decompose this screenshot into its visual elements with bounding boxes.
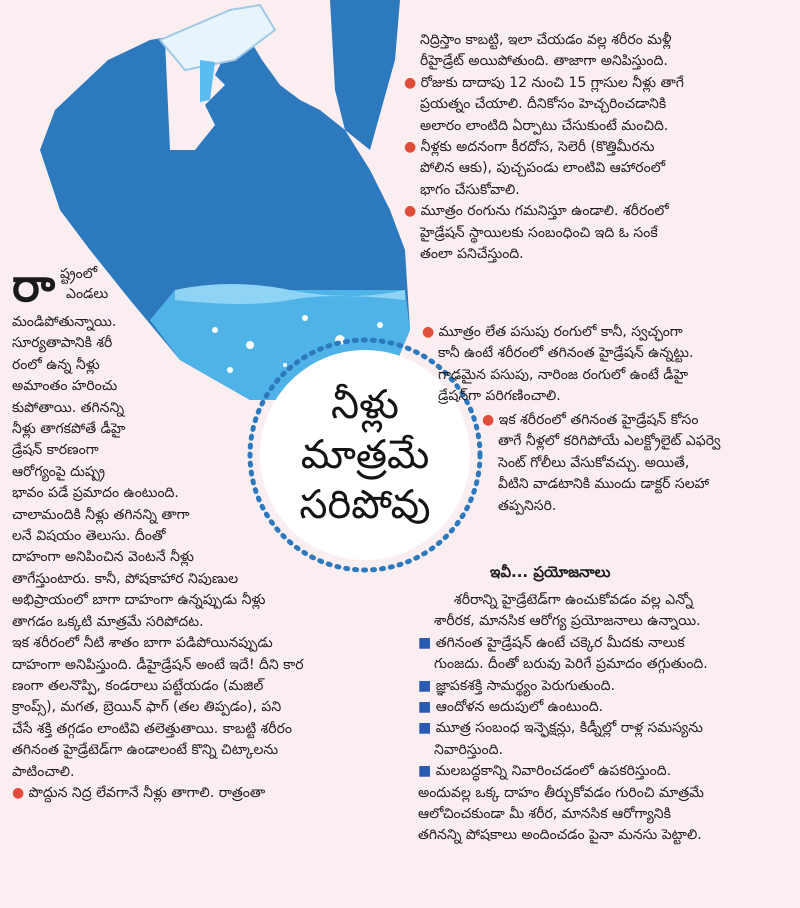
bullet-icon: ●	[482, 412, 495, 428]
list-item: ● ఇక శరీరంలో తగినంత హైడ్రేషన్ కోసం	[482, 412, 699, 428]
bullet-square-icon: ■	[418, 634, 432, 651]
list-item: ■ మూత్ర సంబంధ ఇన్ఫెక్షన్లు, కిడ్నీల్లో రాళ్ల సమస్యను	[418, 720, 703, 737]
benefits-heading: ఇవీ... ప్రయోజనాలు	[490, 563, 611, 581]
list-item: ■ మలబద్ధకాన్ని నివారించడంలో ఉపకరిస్తుంది.	[418, 763, 672, 780]
bullet-icon: ●	[404, 139, 417, 156]
right-column-top: నిద్రిస్తాం కాబట్టి, ఇలా చేయడం వల్ల శరీరం మళ్లీ రీహైడ్రేట్ అయిపోతుంది. తాజాగా అనిపిస్తుంది. ● రోజుకు దాదాపు 12 నుంచి 15 గ్లాసుల నీళ్లు తాగే ప్రయత్నం చేయాలి. దీనికోసం హెచ్చరించడానికి అలారం లాంటిది ఏర్పాటు చేసుకుంటే మంచిది. ● నీళ్లకు అదనంగా కీరదోస, సెలెరీ (కొత్తిమీరను పోలిన ఆకు), పుచ్చపండు లాంటివి ఆహారంలో భాగం చేసుకోవాలి. ● మూత్రం రంగును గమనిస్తూ ఉండాలి. శరీరంలో హైడ్రేషన్ స్థాయిలకు సంబంధించి ఇది ఓ సంకే తంలా పనిచేస్తుంది.	[404, 32, 684, 263]
list-item: ● నీళ్లకు అదనంగా కీరదోస, సెలెరీ (కొత్తిమీరను	[404, 139, 655, 156]
drop-cap: రా	[12, 258, 56, 312]
bullet-icon: ●	[12, 784, 25, 801]
bullet-square-icon: ■	[418, 699, 432, 716]
list-item: ● మూత్రం రంగును గమనిస్తూ ఉండాలి. శరీరంలో	[404, 203, 669, 220]
bullet-icon: ●	[422, 324, 435, 340]
list-item: ● మూత్రం లేత పసుపు రంగులో కానీ, స్వచ్ఛంగా	[422, 324, 683, 340]
list-item: ■ ఆందోళన అదుపులో ఉంటుంది.	[418, 699, 604, 716]
intro-top: ష్ట్రంలో ఎండలు	[60, 266, 109, 302]
bullet-icon: ●	[404, 203, 417, 220]
article-title: నీళ్లు మాత్రమే సరిపోవు	[299, 382, 431, 528]
bullet-square-icon: ■	[418, 763, 432, 780]
lower-bullet: ● ఇక శరీరంలో తగినంత హైడ్రేషన్ కోసం తాగే నీళ్లలో కరిగిపోయే ఎలక్ట్రోలైట్ ఎఫర్వె సెంట్ గోలీలు వేసుకోవచ్చు. అయితే, వీటిని వాడటానికి ముందు డాక్టర్ సలహా తప్పనిసరి.	[482, 412, 721, 514]
mid-bullet: ● మూత్రం లేత పసుపు రంగులో కానీ, స్వచ్ఛంగా కానీ ఉంటే శరీరంలో తగినంత హైడ్రేషన్ ఉన్నట్టు. గాఢమైన పసుపు, నారింజ రంగులో ఉంటే డీహై డ్రేషన్‌గా పరిగణించాలి.	[422, 324, 694, 405]
bullet-icon: ●	[404, 74, 417, 91]
list-item: ● రోజుకు దాదాపు 12 నుంచి 15 గ్లాసుల నీళ్లు తాగే	[404, 74, 684, 91]
list-item: ● పొద్దున నిద్ర లేవగానే నీళ్లు తాగాలి. రాత్రంతా	[12, 784, 266, 801]
benefits-section: శరీరాన్ని హైడ్రేటెడ్‌గా ఉంచుకోవడం వల్ల ఎన్నో శారీరక, మానసిక ఆరోగ్య ప్రయోజనాలు ఉన్నాయి. ■ తగినంత హైడ్రేషన్ ఉంటే చక్కెర మీదకు నాలుక గుంజదు. దీంతో బరువు పెరిగే ప్రమాదం తగ్గుతుంది. ■ జ్ఞాపకశక్తి సామర్థ్యం పెరుగుతుంది. ■ ఆందోళన అదుపులో ఉంటుంది. ■ మూత్ర సంబంధ ఇన్ఫెక్షన్లు, కిడ్నీల్లో రాళ్ల సమస్యను నివారిస్తుంది. ■ మలబద్ధకాన్ని నివారించడంలో ఉపకరిస్తుంది. అందువల్ల ఒక్క దాహం తీర్చుకోవడం గురించి మాత్రమే ఆలోచించకుండా మీ శరీర, మానసిక ఆరోగ్యానికి తగినన్ని పోషకాలు అందించడం పైనా మనసు పెట్టాలి.	[418, 592, 708, 844]
left-column-text: మండిపోతున్నాయి. సూర్యతాపానికి శరీ రంలో ఉన్న నీళ్లు అమాంతం హరించు కుపోతాయి. తగినన్ని నీళ్లు తాగకపోతే డీహై డ్రేషన్ కారణంగా ఆరోగ్యంపై దుష్ప్ర భావం పడే ప్రమాదం ఉంటుంది. చాలామందికి నీళ్లు తగినన్ని తాగా లనే విషయం తెలుసు. దీంతో దాహంగా అనిపించిన వెంటనే నీళ్లు తాగేస్తుంటారు. కానీ, పోషకాహార నిపుణుల అభిప్రాయంలో బాగా దాహంగా ఉన్నప్పుడు నీళ్లు తాగడం ఒక్కటి మాత్రమే సరిపోదట. ఇక శరీరంలో నీటి శాతం బాగా పడిపోయినప్పుడు దాహంగా అనిపిస్తుంది. డీహైడ్రేషన్ అంటే ఇదే! దీని కార ణంగా తలనొప్పి, కండరాలు పట్టేయడం (మజిల్ క్రాంప్స్), మగత, బ్రెయిన్ ఫాగ్ (తల తిప్పడం), పని చేసే శక్తి తగ్గడం లాంటివి తలెత్తుతాయి. కాబట్టి శరీరం తగినంత హైడ్రేటెడ్‌గా ఉండాలంటే కొన్ని చిట్కాలను పాటించాలి. ● పొద్దున నిద్ర లేవగానే నీళ్లు తాగాలి. రాత్రంతా	[12, 312, 304, 804]
bullet-square-icon: ■	[418, 720, 432, 737]
list-item: ■ తగినంత హైడ్రేషన్ ఉంటే చక్కెర మీదకు నాలుక	[418, 634, 685, 651]
list-item: ■ జ్ఞాపకశక్తి సామర్థ్యం పెరుగుతుంది.	[418, 677, 615, 694]
bullet-square-icon: ■	[418, 677, 432, 694]
